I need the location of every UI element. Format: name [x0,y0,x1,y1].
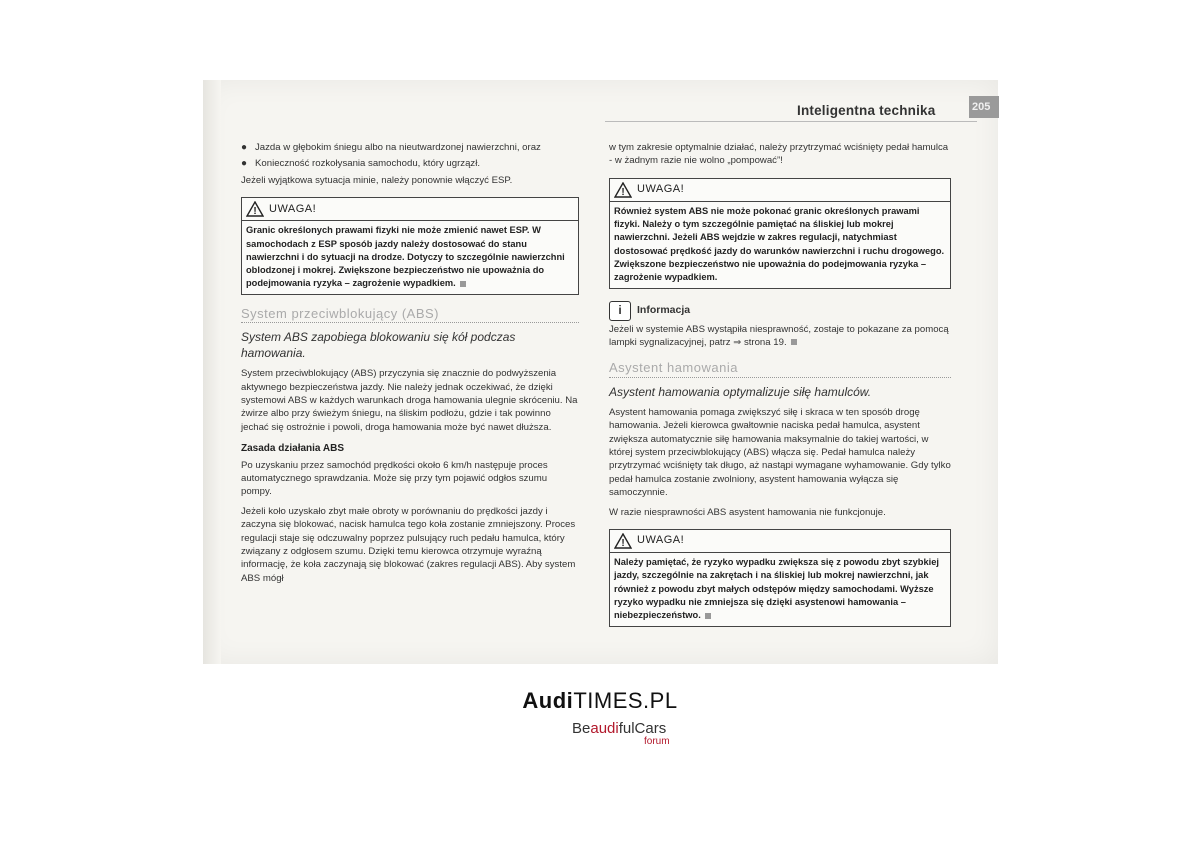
warning-triangle-icon [614,533,632,549]
left-column [241,141,579,591]
page-number: 205 [969,96,999,118]
section-title: System przeciwblokujący (ABS) [241,307,579,323]
end-square-icon [460,281,466,287]
warning-body-text: Należy pamiętać, że ryzyko wypadku zwiększa się z powodu zbyt szybkiej jazdy, szczególnie na zakrętach i na śliskiej lub mokrej nawierzchni, jak również z powodu zbyt małych odstępów między samochodami. Wyższe ryzyko wypadku nie zmniejsza się dzięki asystenowi hamowania – niebezpieczeństwo. [614,557,939,621]
paragraph: w tym zakresie optymalnie działać, należy przytrzymać wciśnięty pedał hamulca - w żadnym razie nie wolno „pompować”! [609,142,949,167]
warning-header [242,198,578,221]
warning-box [241,197,579,294]
svg-text:!: ! [621,538,625,550]
bullet-icon: ● [241,158,248,170]
paragraph: W razie niesprawności ABS asystent hamowania nie funkcjonuje. [609,506,886,518]
warning-text [610,553,950,625]
warning-box [609,178,951,289]
warning-box [609,529,951,626]
paragraph: System przeciwblokujący (ABS) przyczynia się znacznie do podwyższenia aktywnego bezpieczeństwa jazdy. Nie należy jednak oczekiwać, że dzięki systemowi ABS w każdych warunkach droga hamowania ulegnie skróceniu. Na żwirze albo przy świeżym śniegu, na śliskim podłożu, gdzie i tak powinno jechać się ostrożnie i powoli, droga hamowania może być nawet dłuższa. [241,368,578,433]
warning-text [242,221,578,293]
header-rule [605,121,977,122]
end-square-icon [791,339,797,345]
warning-title: UWAGA! [637,534,685,547]
warning-title: UWAGA! [637,183,685,196]
warning-text [610,202,950,288]
site-logo[interactable] [0,688,1200,714]
logo-times: TIMES.PL [573,688,678,713]
logo-text [522,688,677,713]
bullet-item [241,141,579,154]
warning-body-text: Granic określonych prawami fizyki nie może zmienić nawet ESP. W samochodach z ESP sposób jazdy należy dostosować do stanu nawierzchni i do sytuacji na drodze. Dotyczy to szczególnie nawierzchni oblodzonej i mokrej. Zwiększone bezpieczeństwo nie upoważnia do podejmowania ryzyka – zagrożenie wypadkiem. [246,225,565,289]
section-lead: System ABS zapobiega blokowaniu się kół podczas hamowania. [241,330,516,361]
logo-sub-be: Be [572,720,591,737]
end-square-icon [705,613,711,619]
logo-sub-rest: fulCars [618,720,667,737]
bullet-text: Jazda w głębokim śniegu albo na nieutwardzonej nawierzchni, oraz [255,142,541,153]
paragraph: Po uzyskaniu przez samochód prędkości około 6 km/h następuje proces automatycznego sprawdzania. Może się przy tym pojawić odgłos szumu pompy. [241,459,548,498]
info-header [609,301,951,321]
info-text [609,323,951,350]
right-column [609,141,951,639]
info-body-text: Jeżeli w systemie ABS wystąpiła niesprawność, zostaje to pokazane za pomocą lampki sygnalizacyjnej, patrz ⇒ strona 19. [609,323,949,348]
bullet-icon: ● [241,142,248,153]
warning-title: UWAGA! [269,202,317,215]
sub-logo [572,720,666,737]
subheading: Zasada działania ABS [241,443,344,455]
running-header: Inteligentna technika [797,103,936,118]
paragraph: Jeżeli koło uzyskało zbyt małe obroty w porównaniu do prędkości jazdy i zaczyna się blokować, nacisk hamulca tego koła zostanie zmniejszony. Proces regulacji staje się odczuwalny poprzez pulsujący ruch pedału hamulca, który związany z odgłosem szumu. Dzięki temu kierowca otrzymuje wyraźną informację, że koła zaczynają się blokować (zakres regulacji ABS). Aby system ABS mógł [241,505,576,584]
paragraph: Asystent hamowania pomaga zwiększyć siłę i skraca w ten sposób drogę hamowania. Jeżeli kierowca gwałtownie naciska pedał hamulca, asystent zwiększa automatycznie siłę hamowania maksymalnie do takiej wartości, w której system przeciwblokujący (ABS) włącza się. Pedał hamulca należy przytrzymać wciśnięty tak długo, aż nastąpi wymagane wyhamowanie. Gdy tylko pedał hamulca zostanie zwolniony, asystent hamowania wyłącza się samoczynnie. [609,406,951,499]
svg-text:!: ! [253,206,257,218]
warning-body-text: Również system ABS nie może pokonać granic określonych prawami fizyki. Należy o tym szczególnie pamiętać na śliskiej lub mokrej nawierzchni. Jeżeli ABS wejdzie w zakres regulacji, natychmiast dostosować prędkość jazdy do warunków nawierzchni i ruchu drogowego. Zwiększone bezpieczeństwo nie upoważnia do podejmowania ryzyka – zagrożenie wypadkiem. [614,205,945,283]
info-title: Informacja [637,303,691,316]
section-lead: Asystent hamowania optymalizuje siłę hamulców. [609,384,872,399]
warning-triangle-icon [614,182,632,198]
logo-forum: forum [644,736,670,747]
warning-header [610,179,950,202]
bullet-item [241,157,579,170]
logo-audi: Audi [522,688,574,713]
logo-sub-audi: audi [590,720,619,737]
warning-triangle-icon [246,201,264,217]
section-title: Asystent hamowania [609,361,951,377]
page-binding-shadow [203,80,221,664]
warning-header [610,530,950,553]
info-icon: i [609,301,631,321]
paragraph: Jeżeli wyjątkowa sytuacja minie, należy ponownie włączyć ESP. [241,174,513,186]
svg-text:!: ! [621,186,625,198]
bullet-text: Konieczność rozkołysania samochodu, który ugrzązł. [255,158,481,170]
